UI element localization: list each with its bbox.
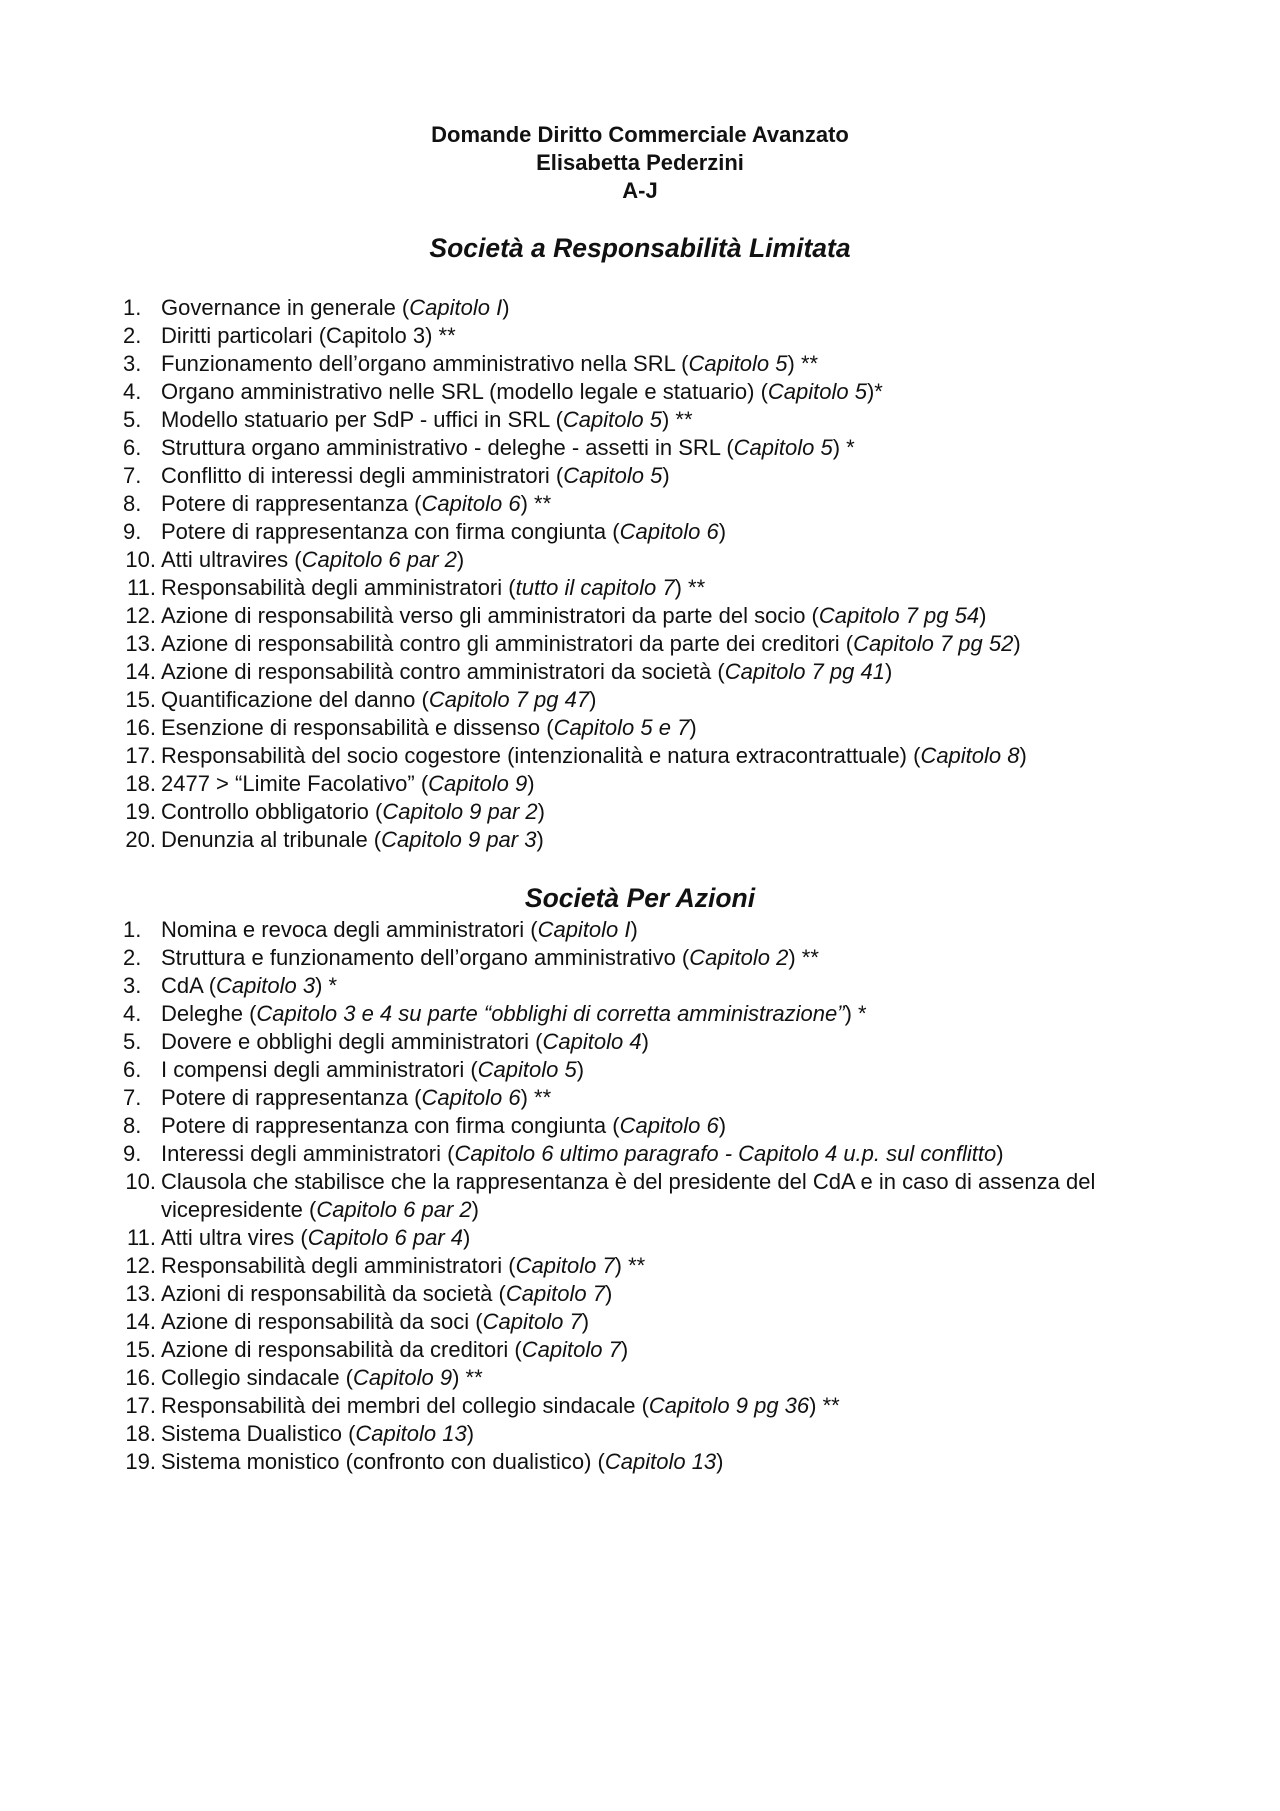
question-number: 15. [125,687,156,712]
chapter-reference: Capitolo 13 [604,1449,717,1474]
question-text: Struttura organo amministrativo - deleghe - assetti in SRL ( [161,435,734,460]
question-item [120,1056,1160,1084]
question-text: Dovere e obblighi degli amministratori ( [161,1029,543,1054]
question-item [120,350,1160,378]
question-suffix: ) [604,1281,613,1306]
question-number: 5. [123,1029,142,1054]
question-number: 6. [123,1057,142,1082]
question-suffix: ) [689,715,697,740]
question-number: 3. [123,973,142,998]
question-text: Sistema monistico (confronto con dualistico) ( [161,1449,605,1474]
question-text: Diritti particolari (Capitolo 3) ** [161,323,456,348]
question-number: 12. [125,603,156,628]
question-text: Conflitto di interessi degli amministratori ( [161,463,564,488]
question-number: 13. [125,631,156,656]
question-item [120,630,1160,658]
question-item [120,406,1160,434]
question-item [120,1224,1160,1252]
question-number: 11. [127,1225,156,1250]
question-suffix: )* [866,379,883,404]
question-number: 14. [125,659,156,684]
chapter-reference: Capitolo 7 [482,1309,582,1334]
chapter-reference: Capitolo 5 [563,463,663,488]
question-list-spa [120,916,1160,1476]
question-item [120,1336,1160,1364]
question-number: 18. [125,771,156,796]
question-number: 20. [125,827,156,852]
chapter-reference: Capitolo 5 [477,1057,577,1082]
question-text: 2477 > “Limite Facolativo” ( [161,771,429,796]
question-text: Modello statuario per SdP - uffici in SRL ( [161,407,563,432]
chapter-reference: Capitolo 4 [542,1029,642,1054]
question-text: Azione di responsabilità verso gli amministratori da parte del socio ( [161,603,819,628]
section-title-srl: Società a Responsabilità Limitata [429,233,851,263]
question-item [120,434,1160,462]
question-suffix: ) [1019,743,1027,768]
question-number: 11. [127,575,156,600]
question-text: Atti ultravires ( [161,547,302,572]
question-text: Clausola che stabilisce che la rappresentanza è del presidente del CdA e in caso di assenza del vicepresidente ( [161,1169,1096,1222]
question-number: 14. [125,1309,156,1334]
question-item [120,1028,1160,1056]
chapter-reference: Capitolo 9 [353,1365,453,1390]
question-item [120,1084,1160,1112]
question-text: Azione di responsabilità da soci ( [161,1309,483,1334]
question-text: Responsabilità degli amministratori ( [161,575,516,600]
question-item [120,826,1160,854]
question-item [120,1420,1160,1448]
question-suffix: ) [466,1421,475,1446]
question-item [120,322,1160,350]
chapter-reference: Capitolo 7 pg 41 [724,659,885,684]
chapter-reference: Capitolo I [537,917,631,942]
chapter-reference: Capitolo 7 pg 47 [428,687,590,712]
question-item [120,378,1160,406]
question-text: Struttura e funzionamento dell’organo amministrativo ( [161,945,690,970]
question-suffix: ) [589,687,597,712]
question-item [120,518,1160,546]
question-item [120,602,1160,630]
question-suffix: ) ** [674,575,706,600]
question-number: 19. [125,799,156,824]
question-text: Governance in generale ( [161,295,410,320]
chapter-reference: Capitolo 6 [619,1113,719,1138]
question-number: 4. [123,1001,142,1026]
chapter-reference: Capitolo 9 par 3 [381,827,537,852]
chapter-reference: Capitolo 6 ultimo paragrafo - Capitolo 4 u.p. sul conflitto [454,1141,997,1166]
question-suffix: ) [576,1057,585,1082]
question-item [120,546,1160,574]
question-number: 6. [123,435,142,460]
question-suffix: ) [456,547,465,572]
question-suffix: ) [471,1197,479,1222]
question-suffix: ) ** [661,407,693,432]
question-item [120,462,1160,490]
question-number: 17. [125,743,156,768]
question-suffix: ) [1013,631,1021,656]
chapter-reference: Capitolo 6 par 2 [301,547,457,572]
question-text: CdA ( [161,973,217,998]
question-text: Potere di rappresentanza ( [161,491,422,516]
question-item [120,686,1160,714]
question-text: Controllo obbligatorio ( [161,799,383,824]
question-suffix: ) [884,659,893,684]
question-item [120,770,1160,798]
question-text: Potere di rappresentanza con firma congiunta ( [161,1113,620,1138]
student-range: A-J [622,178,658,203]
chapter-reference: Capitolo 7 [521,1337,621,1362]
question-text: Esenzione di responsabilità e dissenso ( [161,715,554,740]
chapter-reference: Capitolo 7 pg 52 [853,631,1014,656]
question-item [120,714,1160,742]
question-text: Azione di responsabilità contro amministratori da società ( [161,659,725,684]
question-text: Azione di responsabilità da creditori ( [161,1337,522,1362]
question-number: 16. [125,715,156,740]
question-number: 7. [123,463,142,488]
question-number: 5. [123,407,142,432]
author-name: Elisabetta Pederzini [536,150,744,175]
question-suffix: ) ** [520,1085,552,1110]
question-text: Responsabilità dei membri del collegio sindacale ( [161,1393,649,1418]
chapter-reference: Capitolo 9 par 2 [382,799,538,824]
question-item [120,798,1160,826]
chapter-reference: tutto il capitolo 7 [515,575,675,600]
question-text: Potere di rappresentanza ( [161,1085,422,1110]
question-number: 15. [125,1337,156,1362]
chapter-reference: Capitolo 3 [216,973,316,998]
question-suffix: ) [716,1449,724,1474]
question-item [120,1448,1160,1476]
question-suffix: ) ** [520,491,552,516]
chapter-reference: Capitolo 6 [421,491,521,516]
chapter-reference: Capitolo 2 [689,945,789,970]
question-suffix: ) [527,771,535,796]
chapter-reference: Capitolo 9 [428,771,528,796]
question-text: Deleghe ( [161,1001,257,1026]
question-item [120,490,1160,518]
question-number: 3. [123,351,142,376]
question-item [120,1252,1160,1280]
question-number: 9. [123,519,142,544]
question-text: Collegio sindacale ( [161,1365,353,1390]
question-suffix: ) ** [614,1253,646,1278]
question-suffix: ) [581,1309,590,1334]
chapter-reference: Capitolo 7 [505,1281,605,1306]
document-header [0,121,1280,205]
question-suffix: ) [718,1113,727,1138]
chapter-reference: Capitolo 13 [355,1421,467,1446]
question-number: 18. [125,1421,156,1446]
chapter-reference: Capitolo 5 e 7 [553,715,690,740]
chapter-reference: Capitolo 7 [515,1253,615,1278]
question-number: 8. [123,1113,142,1138]
question-number: 2. [123,945,142,970]
chapter-reference: Capitolo 3 e 4 su parte “obblighi di corretta amministrazione” [256,1001,845,1026]
question-suffix: ) [718,519,727,544]
question-suffix: ) * [844,1001,867,1026]
question-number: 9. [123,1141,142,1166]
question-text: Denunzia al tribunale ( [161,827,382,852]
question-item [120,1140,1160,1168]
question-suffix: ) [996,1141,1004,1166]
question-text: Potere di rappresentanza con firma congiunta ( [161,519,620,544]
question-number: 10. [125,547,156,572]
question-text: Sistema Dualistico ( [161,1421,356,1446]
question-text: Responsabilità degli amministratori ( [161,1253,516,1278]
question-text: Organo amministrativo nelle SRL (modello legale e statuario) ( [161,379,768,404]
question-suffix: ) [502,295,510,320]
chapter-reference: Capitolo 6 par 2 [316,1197,472,1222]
question-suffix: ) [662,463,670,488]
question-suffix: ) [641,1029,649,1054]
question-suffix: ) ** [452,1365,483,1390]
question-suffix: ) * [832,435,855,460]
question-item [120,574,1160,602]
question-number: 19. [125,1449,156,1474]
question-item [120,1308,1160,1336]
question-item [120,972,1160,1000]
chapter-reference: Capitolo 7 pg 54 [818,603,980,628]
question-item [120,1168,1160,1224]
question-item [120,658,1160,686]
question-suffix: ) ** [787,351,819,376]
question-number: 13. [125,1281,156,1306]
question-suffix: ) ** [809,1393,840,1418]
question-text: Responsabilità del socio cogestore (intenzionalità e natura extracontrattuale) ( [161,743,921,768]
document-title: Domande Diritto Commerciale Avanzato [431,122,849,147]
chapter-reference: Capitolo 5 [767,379,867,404]
question-number: 2. [123,323,142,348]
question-item [120,944,1160,972]
question-list-srl [120,294,1160,854]
question-text: Atti ultra vires ( [161,1225,308,1250]
question-item [120,916,1160,944]
question-suffix: ) [630,917,638,942]
question-number: 7. [123,1085,142,1110]
question-item [120,1280,1160,1308]
chapter-reference: Capitolo 5 [688,351,788,376]
section-title-spa: Società Per Azioni [524,883,756,913]
question-item [120,294,1160,322]
question-suffix: ) [979,603,987,628]
question-item [120,1000,1160,1028]
question-number: 8. [123,491,142,516]
chapter-reference: Capitolo 6 [421,1085,521,1110]
question-text: Azione di responsabilità contro gli amministratori da parte dei creditori ( [161,631,854,656]
question-number: 12. [125,1253,156,1278]
question-text: Nomina e revoca degli amministratori ( [161,917,538,942]
question-item [120,1112,1160,1140]
question-item [120,1364,1160,1392]
question-text: Interessi degli amministratori ( [161,1141,455,1166]
question-suffix: ) [463,1225,471,1250]
question-number: 10. [125,1169,156,1194]
question-suffix: ) [537,799,545,824]
question-suffix: ) ** [788,945,819,970]
question-item [120,1392,1160,1420]
question-suffix: ) [536,827,544,852]
chapter-reference: Capitolo 6 par 4 [307,1225,464,1250]
chapter-reference: Capitolo 5 [733,435,833,460]
chapter-reference: Capitolo 5 [562,407,662,432]
chapter-reference: Capitolo 6 [619,519,719,544]
question-number: 4. [123,379,142,404]
question-number: 1. [123,295,142,320]
question-text: Funzionamento dell’organo amministrativo nella SRL ( [161,351,689,376]
question-item [120,742,1160,770]
chapter-reference: Capitolo I [409,295,503,320]
question-number: 1. [123,917,142,942]
question-suffix: ) * [315,973,338,998]
chapter-reference: Capitolo 8 [920,743,1020,768]
question-number: 17. [125,1393,156,1418]
question-text: Quantificazione del danno ( [161,687,429,712]
question-number: 16. [125,1365,156,1390]
question-text: Azioni di responsabilità da società ( [161,1281,506,1306]
chapter-reference: Capitolo 9 pg 36 [648,1393,810,1418]
question-text: I compensi degli amministratori ( [161,1057,478,1082]
question-suffix: ) [620,1337,629,1362]
